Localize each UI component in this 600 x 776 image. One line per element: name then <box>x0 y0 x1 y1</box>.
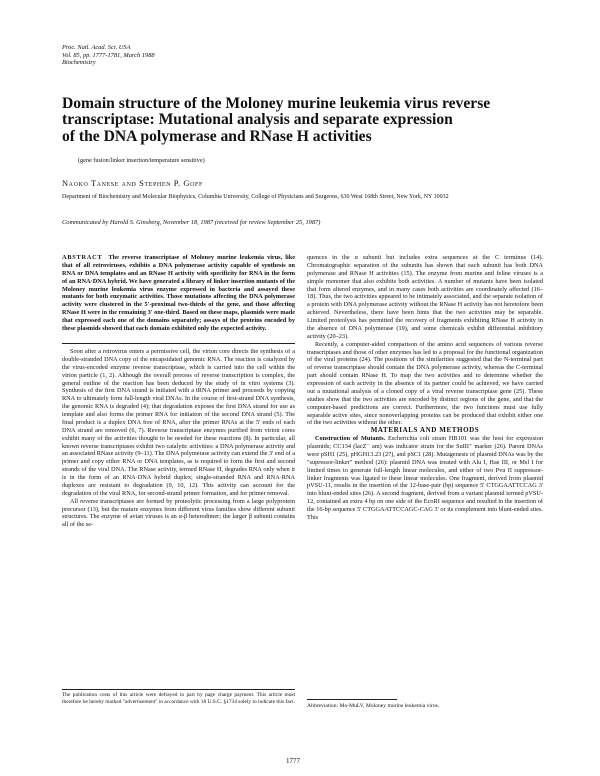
title-line-1: Domain structure of the Moloney murine leukemia virus reverse <box>62 95 491 112</box>
intro-paragraph-2: All reverse transcriptases are formed by proteolytic processing from a large polyprotein precursor (13), but the mature enzymes from different virus families show different subunit structures. The enzyme of avian viruses is an α-β heterodimer; the larger β subunit contains all of the se- <box>62 497 295 529</box>
abbreviation-divider <box>307 699 397 700</box>
footnote-divider <box>62 689 295 690</box>
abstract-label: ABSTRACT <box>62 254 103 261</box>
publication-footnote <box>62 692 295 705</box>
methods-paragraph-1 <box>307 435 543 522</box>
journal-section: Biochemistry <box>62 59 96 67</box>
abbreviations: Abbreviation: Mo-MuLV, Moloney murine leukemia virus. <box>307 703 440 709</box>
methods-text: Escherichia coli strain HB101 was the host for expression plasmids; CC134 (lacZ⁻ am) was indicator strain for the SuIII⁺ marker (26). Parent DNAs were pSH1 (25), pHGH13.23 (27), and pSC1 (28). Mutagenesis of plasmid DNAs was by the "supressor-linker" method (26): plasmid DNA was treated with Alu I, Hae III, or Msl I for limited times to generate full-length linear molecules, and either of two Pvu II suppressor-linker fragments was ligated to these linear molecules. One fragment, derived from plasmid pVSU-11, results in the insertion of the 12-base-pair (bp) sequence 5' CTGGAATTCCAG 3' into blunt-ended sites (26). A second fragment, derived from a variant plasmid termed pVSU-12, contained an extra 4 bp on one side of the EcoRI sequence and resulted in the insertion of the 16-bp sequence 5' CTGGAATTCCAGC-CAG 3' or its complement into blunt-ended sites. This <box>307 435 543 521</box>
introduction <box>62 348 295 529</box>
journal-name: Proc. Natl. Acad. Sci. USA <box>62 44 131 51</box>
page-number: 1777 <box>286 757 300 765</box>
footnote-text: The publication costs of this article were defrayed in part by page charge payment. This article must therefore be hereby marked "advertisement" in accordance with 18 U.S.C. §1734 solely to indicate this fact. <box>62 692 295 705</box>
right-paragraph-2: Recently, a computer-aided comparison of the amino acid sequences of various reverse transcriptases and those of other enzymes has led to a proposal for the functional organization of the viral proteins (24). The positions of the similarities suggested that the N-terminal part of reverse transcriptase should contain the DNA polymerase activity, whereas the C-terminal part should contain RNase H. To map the two activities and to determine whether the expression of each activity in the absence of its partner could be achieved, we have carried out a mutational analysis of a cloned copy of a viral reverse transcriptase gene (25). These studies show that the two activities are encoded by distinct regions of the gene, and that the computer-based predictions are correct. Furthermore, the two functions must use fully separable active sites, since nonoverlapping proteins can be produced that exhibit either one of the two activities without the other. <box>307 340 543 427</box>
journal-volume: Vol. 85, pp. 1777-1781, March 1988 <box>62 51 155 59</box>
article-title <box>62 96 562 145</box>
affiliation: Department of Biochemistry and Molecular Biophysics, Columbia University, College of Physicians and Surgeons, 630 West 168th Street, New York, NY 10032 <box>62 194 449 200</box>
methods-run-in-heading: Construction of Mutants. <box>315 435 386 443</box>
right-column <box>307 254 543 522</box>
journal-header <box>62 44 155 67</box>
title-line-2: transcriptase: Mutational analysis and separate expression <box>62 111 453 129</box>
title-line-3: of the DNA polymerase and RNase H activities <box>62 127 372 145</box>
intro-paragraph-1: Soon after a retrovirus enters a permissive cell, the virion core directs the synthesis of a double-stranded DNA copy of the encapsidated genomic RNA. The reaction is catalyzed by the virus-encoded enzyme reverse transcriptase, which is carried into the cell within the virion particle (1, 2). Although the overall process of reverse transcription is complex, the general outline of the reaction has been deduced by the study of in vitro systems (3). Synthesis of the first DNA strand is initiated with a tRNA primer and proceeds by copying RNA to ultimately form full-length viral DNAs. In the course of first-strand DNA synthesis, the genomic RNA is degraded (4); that degradation exposes the first DNA strand for use as template and also forms the primer RNA for initiation of the second DNA strand (5). The final product is a duplex DNA free of RNA, after the primer RNAs at the 5' ends of each DNA strand are removed (6, 7). Reverse transcriptase enzymes purified from virion cores exhibit many of the activities thought to be needed for these reactions (8). In particular, all known reverse transcriptases exhibit two catalytic activities: a DNA polymerase activity and an associated RNase activity (9–11). The DNA polymerase activity can extend the 3' end of a primer and copy either RNA or DNA templates, as is required to form the first and second strands of the viral DNA. The RNase activity, termed RNase H, degrades RNA only when it is in the form of an RNA·DNA hybrid duplex; single-stranded RNA and RNA·RNA duplexes are resistant to degradation (9, 10, 12). This activity can account for the degradation of the viral RNA, for second-strand primer formation, and for primer removal. <box>62 348 295 497</box>
keywords: (gene fusion/linker insertion/temperature sensitive) <box>78 157 205 164</box>
right-paragraph-1: quences in the α subunit but includes extra sequences at the C terminus (14). Chromatographic separation of the subunits has shown that each subunit has both DNA polymerase and RNase H activities (15). The enzyme from murine and feline viruses is a simple monomer that also exhibits both activities. A number of mutants have been isolated that form altered enzymes, and in many cases both activities are coordinately affected (16–18). Thus, the two activities appeared to be intimately associated, and the separate isolation of a protein with DNA polymerase activity without the RNase H activity has not heretofore been achieved. Nevertheless, there have been hints that the two activities may be separable. Limited proteolysis has permitted the recovery of fragments exhibiting RNase H activity in the absence of DNA polymerase (19), and some chemicals exhibit differential inhibitory activity (20–23). <box>307 254 543 340</box>
abstract <box>62 254 295 333</box>
communicated-by: Communicated by Harold S. Ginsberg, November 18, 1987 (received for review September 25, 1987) <box>62 219 321 226</box>
abstract-text: The reverse transcriptase of Moloney murine leukemia virus, like that of all retroviruses, exhibits a DNA polymerase activity capable of synthesis on RNA or DNA templates and an RNase H activity with specificity for RNA in the form of an RNA·DNA hybrid. We have generated a library of linker insertion mutants of the Moloney murine leukemia virus enzyme expressed in bacteria and assayed these mutants for both enzymatic activities. Those mutations affecting the DNA polymerase activity were clustered in the 5'-proximal two-thirds of the gene, and those affecting RNase H were in the remaining 3' one-third. Based on these maps, plasmids were made that expressed each one of the domains separately; assays of the proteins encoded by these plasmids showed that each domain exhibited only the expected activity. <box>62 254 295 332</box>
abstract-divider <box>62 343 295 344</box>
section-heading-methods: MATERIALS AND METHODS <box>370 426 480 435</box>
authors: Naoko Tanese and Stephen P. Goff <box>62 179 203 188</box>
